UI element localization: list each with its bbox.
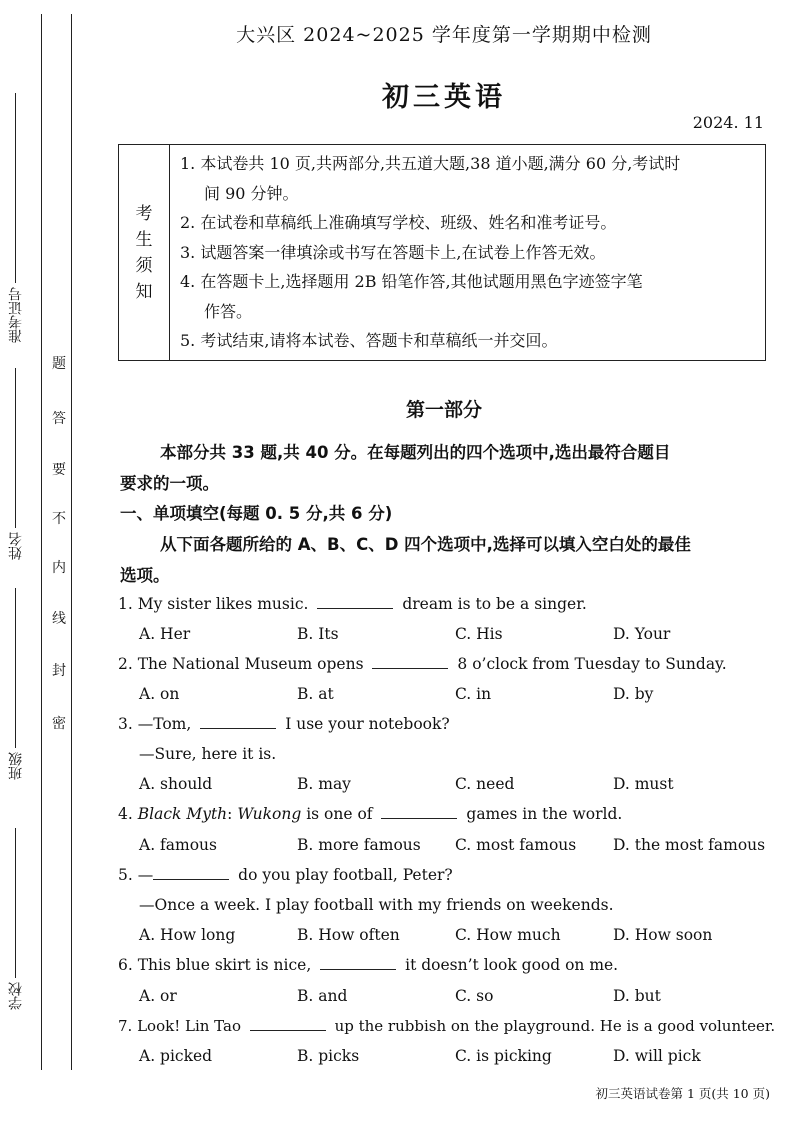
option-b: B. Its [297,625,339,643]
name-label: 姓名 [8,532,24,560]
binding-line-inner [71,14,72,1070]
answer-blank [320,957,396,970]
page-footer: 初三英语试卷第 1 页(共 10 页) [595,1086,770,1101]
answer-blank [372,656,448,669]
notice-label-char: 生 [135,229,153,250]
seal-char: 封 [52,663,66,679]
title-colon: : [227,805,238,823]
question-4 [118,805,778,823]
notice-item: 4. 在答题卡上,选择题用 2B 铅笔作答,其他试题用黑色字迹签字笔 [180,272,643,291]
question-text: dream is to be a singer. [402,595,587,613]
question-1 [118,595,778,613]
option-a: A. on [139,685,180,703]
game-title: Black Myth [137,805,228,823]
question-6 [118,956,778,974]
seal-char: 内 [52,560,66,576]
option-a: A. How long [139,926,236,944]
option-c: C. is picking [455,1047,552,1065]
seal-char: 密 [52,716,66,732]
option-d: D. will pick [613,1047,701,1065]
seal-char: 线 [52,611,66,627]
option-a: A. or [139,987,177,1005]
question-text: 5. — [118,866,154,884]
section-directions [120,529,768,591]
section-heading: 一、单项填空(每题 0. 5 分,共 6 分) [120,504,393,523]
option-c: C. need [455,775,515,793]
option-b: B. may [297,775,351,793]
option-d: D. by [613,685,654,703]
answer-blank [381,806,457,819]
class-field [6,580,26,780]
option-d: D. the most famous [613,836,766,854]
seal-char: 答 [52,411,66,427]
option-b: B. and [297,987,348,1005]
option-a: A. Her [139,625,191,643]
part-intro-line: 本部分共 33 题,共 40 分。在每题列出的四个选项中,选出最符合题目 [160,443,671,462]
notice-item-cont: 作答。 [204,301,253,321]
question-3 [118,715,778,733]
option-d: D. but [613,987,661,1005]
school-line [16,828,17,978]
school-field [6,820,26,1010]
notice-item: 5. 考试结束,请将本试卷、答题卡和草稿纸一并交回。 [180,331,558,350]
class-line [16,588,17,748]
notice-label [119,145,170,360]
answer-blank [250,1018,326,1031]
notice-item-cont: 间 90 分钟。 [204,183,299,203]
question-3-reply: —Sure, here it is. [139,745,277,763]
option-b: B. How often [297,926,400,944]
option-d: D. Your [613,625,671,643]
exam-header: 大兴区 2024~2025 学年度第一学期期中检测 [236,24,652,46]
question-text: 1. My sister likes music. [118,595,309,613]
id-number-line [16,93,17,283]
question-2 [118,655,778,673]
answer-blank [317,596,393,609]
answer-blank [153,867,229,880]
candidate-notice-box [118,144,766,361]
part-intro [120,437,768,499]
option-a: A. should [139,775,213,793]
question-text: I use your notebook? [285,715,450,733]
question-text: do you play football, Peter? [238,866,453,884]
name-line [16,368,17,528]
seal-char: 要 [52,462,66,478]
seal-char: 不 [52,511,66,527]
question-text: 7. Look! Lin Tao [118,1017,241,1035]
binding-line-outer [41,14,42,1070]
option-a: A. picked [139,1047,213,1065]
name-field [6,360,26,560]
question-text: up the rubbish on the playground. He is a good volunteer. [334,1017,776,1035]
option-b: B. at [297,685,334,703]
notice-item: 2. 在试卷和草稿纸上准确填写学校、班级、姓名和准考证号。 [180,213,617,232]
question-text: games in the world. [466,805,623,823]
notice-label-char: 须 [135,255,153,276]
question-text: is one of [306,805,373,823]
question-text: 8 o’clock from Tuesday to Sunday. [457,655,727,673]
directions-line: 从下面各题所给的 A、B、C、D 四个选项中,选择可以填入空白处的最佳 [160,535,691,554]
question-text: 6. This blue skirt is nice, [118,956,312,974]
notice-item: 1. 本试卷共 10 页,共两部分,共五道大题,38 道小题,满分 60 分,考试时 [180,154,681,173]
page-title: 初三英语 [382,82,506,113]
question-text: it doesn’t look good on me. [405,956,619,974]
part-title: 第一部分 [405,399,482,421]
notice-label-char: 知 [135,281,153,302]
question-7 [118,1017,778,1035]
id-number-label: 准考证号 [8,287,24,343]
notice-label-char: 考 [135,203,153,224]
seal-char: 题 [52,356,66,372]
option-c: C. most famous [455,836,577,854]
notice-items [170,145,765,360]
option-c: C. How much [455,926,561,944]
option-c: C. so [455,987,494,1005]
directions-line: 选项。 [120,566,170,585]
option-a: A. famous [139,836,217,854]
option-c: C. His [455,625,503,643]
school-label: 学校 [8,982,24,1010]
id-number-field [6,88,26,343]
question-text: 3. —Tom, [118,715,192,733]
option-d: D. How soon [613,926,713,944]
question-number: 4. [118,805,133,823]
option-d: D. must [613,775,674,793]
option-b: B. more famous [297,836,421,854]
question-5-reply: —Once a week. I play football with my friends on weekends. [139,896,614,914]
notice-item: 3. 试题答案一律填涂或书写在答题卡上,在试卷上作答无效。 [180,242,606,262]
option-b: B. picks [297,1047,360,1065]
class-label: 班级 [8,752,24,780]
answer-blank [200,716,276,729]
game-title: Wukong [237,805,302,823]
question-5 [118,866,778,884]
option-c: C. in [455,685,492,703]
question-text: 2. The National Museum opens [118,655,364,673]
part-intro-line: 要求的一项。 [120,474,219,493]
exam-date: 2024. 11 [692,113,764,132]
